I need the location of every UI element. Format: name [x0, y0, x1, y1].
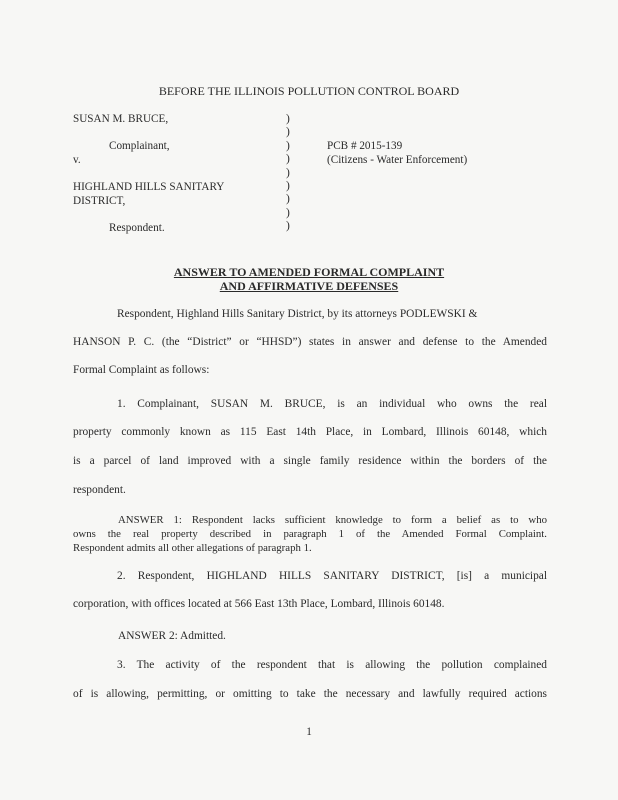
para3-line2: of is allowing, permitting, or omitting to take the necessary and lawfully required actions [73, 688, 547, 700]
versus: v. [73, 154, 81, 166]
respondent-name-line2: DISTRICT, [73, 195, 126, 207]
answer2: ANSWER 2: Admitted. [118, 630, 226, 642]
intro-line3: Formal Complaint as follows: [73, 364, 210, 376]
page-number: 1 [306, 726, 312, 738]
para1-line1: 1. Complainant, SUSAN M. BRUCE, is an individual who owns the real [117, 398, 547, 410]
respondent-role: Respondent. [109, 222, 165, 234]
court-header: BEFORE THE ILLINOIS POLLUTION CONTROL BOARD [158, 84, 460, 98]
answer1-line2: owns the real property described in paragraph 1 of the Amended Formal Complaint. [73, 528, 547, 540]
complainant-name: SUSAN M. BRUCE, [73, 113, 169, 125]
answer1-line3: Respondent admits all other allegations of paragraph 1. [73, 542, 312, 554]
para2-line2: corporation, with offices located at 566 East 13th Place, Lombard, Illinois 60148. [73, 598, 445, 610]
intro-line2: HANSON P. C. (the “District” or “HHSD”) states in answer and defense to the Amended [73, 336, 547, 348]
case-number: PCB # 2015-139 [327, 140, 403, 152]
para1-line3: is a parcel of land improved with a single family residence within the borders of the [73, 455, 547, 467]
caption-divider: ) ) ) ) ) ) ) ) ) [286, 113, 290, 233]
para3-line1: 3. The activity of the respondent that is allowing the pollution complained [117, 659, 547, 671]
intro-line1: Respondent, Highland Hills Sanitary District, by its attorneys PODLEWSKI & [117, 308, 478, 320]
case-type: (Citizens - Water Enforcement) [327, 154, 468, 166]
para1-line2: property commonly known as 115 East 14th Place, in Lombard, Illinois 60148, which [73, 426, 547, 438]
complainant-role: Complainant, [109, 140, 170, 152]
document-title-line2: AND AFFIRMATIVE DEFENSES [219, 279, 399, 293]
document-title-line1: ANSWER TO AMENDED FORMAL COMPLAINT [173, 265, 445, 279]
para1-line4: respondent. [73, 484, 126, 496]
answer1-line1: ANSWER 1: Respondent lacks sufficient knowledge to form a belief as to who [118, 514, 547, 526]
respondent-name-line1: HIGHLAND HILLS SANITARY [73, 181, 225, 193]
para2-line1: 2. Respondent, HIGHLAND HILLS SANITARY DISTRICT, [is] a municipal [117, 570, 547, 582]
